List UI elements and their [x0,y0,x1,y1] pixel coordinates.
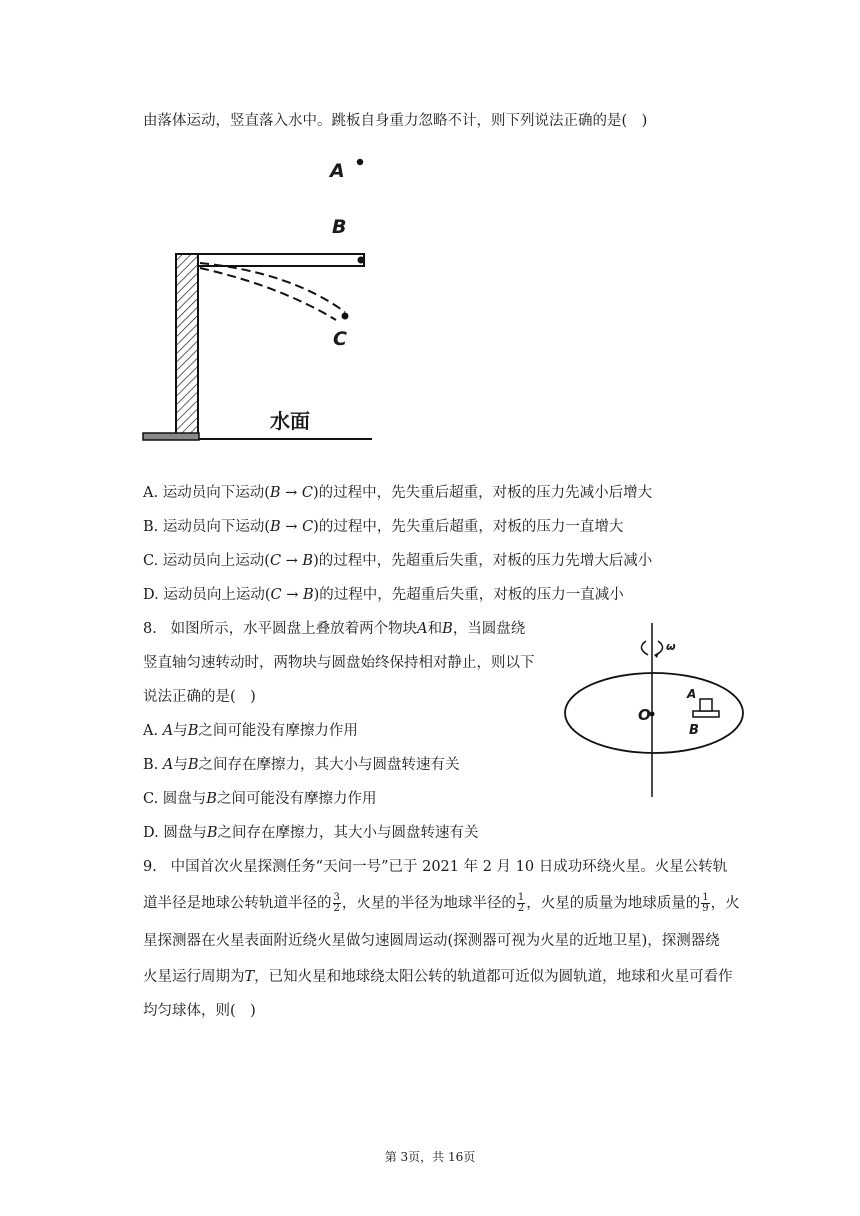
q8-option-d [143,823,478,843]
option-text: 之间可能没有摩擦力作用 [216,791,377,807]
option-text: 之间存在摩擦力，其大小与圆盘转速有关 [217,825,479,841]
diving-board-figure [140,152,380,444]
o-label: O [638,706,651,724]
option-letter: C. [143,553,159,569]
option-path: C → B [270,587,314,603]
option-letter: D. [143,587,159,603]
q9-line3: 星探测器在火星表面附近绕火星做匀速圆周运动(探测器可视为火星的近地卫星)，探测器绕 [143,933,720,949]
option-text: )的过程中，先超重后失重，对板的压力先增大后减小 [313,553,653,569]
base-plate [143,433,199,440]
option-text: )的过程中，先失重后超重，对板的压力先减小后增大 [313,485,653,501]
option-text: 与 [173,723,188,739]
q9-line5: 均匀球体，则( ) [143,1003,256,1019]
label-b: B [332,216,347,238]
bent-board-upper [200,263,345,312]
point-b [358,257,365,264]
omega-label: ω [666,640,676,653]
option-letter: A. [143,723,159,739]
option-text: )的过程中，先失重后超重，对板的压力一直增大 [313,519,624,535]
frac-den: 2 [517,903,525,914]
frac-num: 1 [702,892,709,903]
option-letter: B. [143,519,159,535]
support-wall [176,254,198,434]
option-text: 圆盘与 [162,791,207,807]
option-path: C → B [269,553,314,569]
option-letter: D. [143,825,159,841]
option-path: B → C [270,519,314,535]
option-text: 运动员向下运动( [162,485,270,501]
option-text: 之间可能没有摩擦力作用 [198,723,358,739]
option-text: 与 [173,757,188,773]
a-label: A [687,687,697,701]
frac-num: 3 [333,892,340,903]
option-letter: C. [143,791,159,807]
label-a: A [330,160,345,182]
option-text: 之间存在摩擦力，其大小与圆盘转速有关 [198,757,460,773]
option-text: 圆盘与 [163,825,207,841]
block-a [700,699,712,711]
stem-text: 和 [427,621,443,637]
q9-line4 [143,967,733,987]
question-number: 9. [143,859,157,875]
option-var: A [162,757,174,773]
stem-text: ，当圆盘绕 [452,621,526,637]
stem-text: ，火 [710,895,740,912]
option-path: B → C [269,485,313,501]
b-label: B [689,723,699,738]
q7-stem-end: 由落体运动，竖直落入水中。跳板自身重力忽略不计，则下列说法正确的是( ) [143,113,648,129]
rotating-disc-figure [560,615,750,805]
page-footer: 第 3页，共 16页 [384,1150,476,1164]
q7-option-d [143,585,624,605]
q8-stem-line1 [143,619,525,639]
fraction-1-2 [517,893,525,914]
q7-option-a [143,483,652,503]
option-var: B [206,791,217,807]
stem-text: 中国首次火星探测任务“天问一号”已于 2021 年 2 月 10 日成功环绕火星。火星公转轨 [170,859,728,875]
option-var: B [187,723,199,739]
fraction-3-2 [333,893,341,914]
var-b: B [442,621,453,637]
fraction-1-9 [701,893,709,914]
q7-option-b [143,517,623,537]
var-t: T [244,969,255,985]
frac-num: 1 [517,892,525,903]
option-var: B [206,825,218,841]
q8-stem-line2: 竖直轴匀速转动时，两物块与圆盘始终保持相对静止，则以下 [143,655,535,671]
frac-den: 2 [333,903,340,914]
option-var: B [187,757,199,773]
point-a [357,159,363,165]
stem-text: ，火星的质量为地球质量的 [526,895,701,912]
frac-den: 9 [702,903,709,914]
block-b [693,711,719,717]
q8-option-c [143,789,376,809]
question-number: 8. [143,621,157,637]
q8-option-b [143,755,460,775]
stem-text: ，已知火星和地球绕太阳公转的轨道都可近似为圆轨道，地球和火星可看作 [254,969,733,985]
option-text: )的过程中，先超重后失重，对板的压力一直减小 [313,587,624,603]
option-text: 运动员向上运动( [163,587,271,603]
q9-line2 [143,893,740,914]
option-text: 运动员向下运动( [162,519,271,535]
stem-text: 火星运行周期为 [143,969,245,985]
option-letter: B. [143,757,159,773]
water-label: 水面 [270,409,310,433]
q8-option-a [143,721,358,741]
option-var: A [162,723,174,739]
q7-option-c [143,551,652,571]
stem-text: ，火星的半径为地球半径的 [341,895,516,912]
stem-text: 道半径是地球公转轨道半径的 [143,895,332,912]
q9-line1 [143,857,727,877]
option-text: 运动员向上运动( [162,553,270,569]
var-a: A [417,621,428,637]
q8-stem-line3: 说法正确的是( ) [143,689,256,705]
label-c: C [333,328,347,350]
board [198,254,364,266]
stem-text: 如图所示，水平圆盘上叠放着两个物块 [170,621,418,637]
option-letter: A. [143,485,159,501]
point-c [342,313,349,320]
